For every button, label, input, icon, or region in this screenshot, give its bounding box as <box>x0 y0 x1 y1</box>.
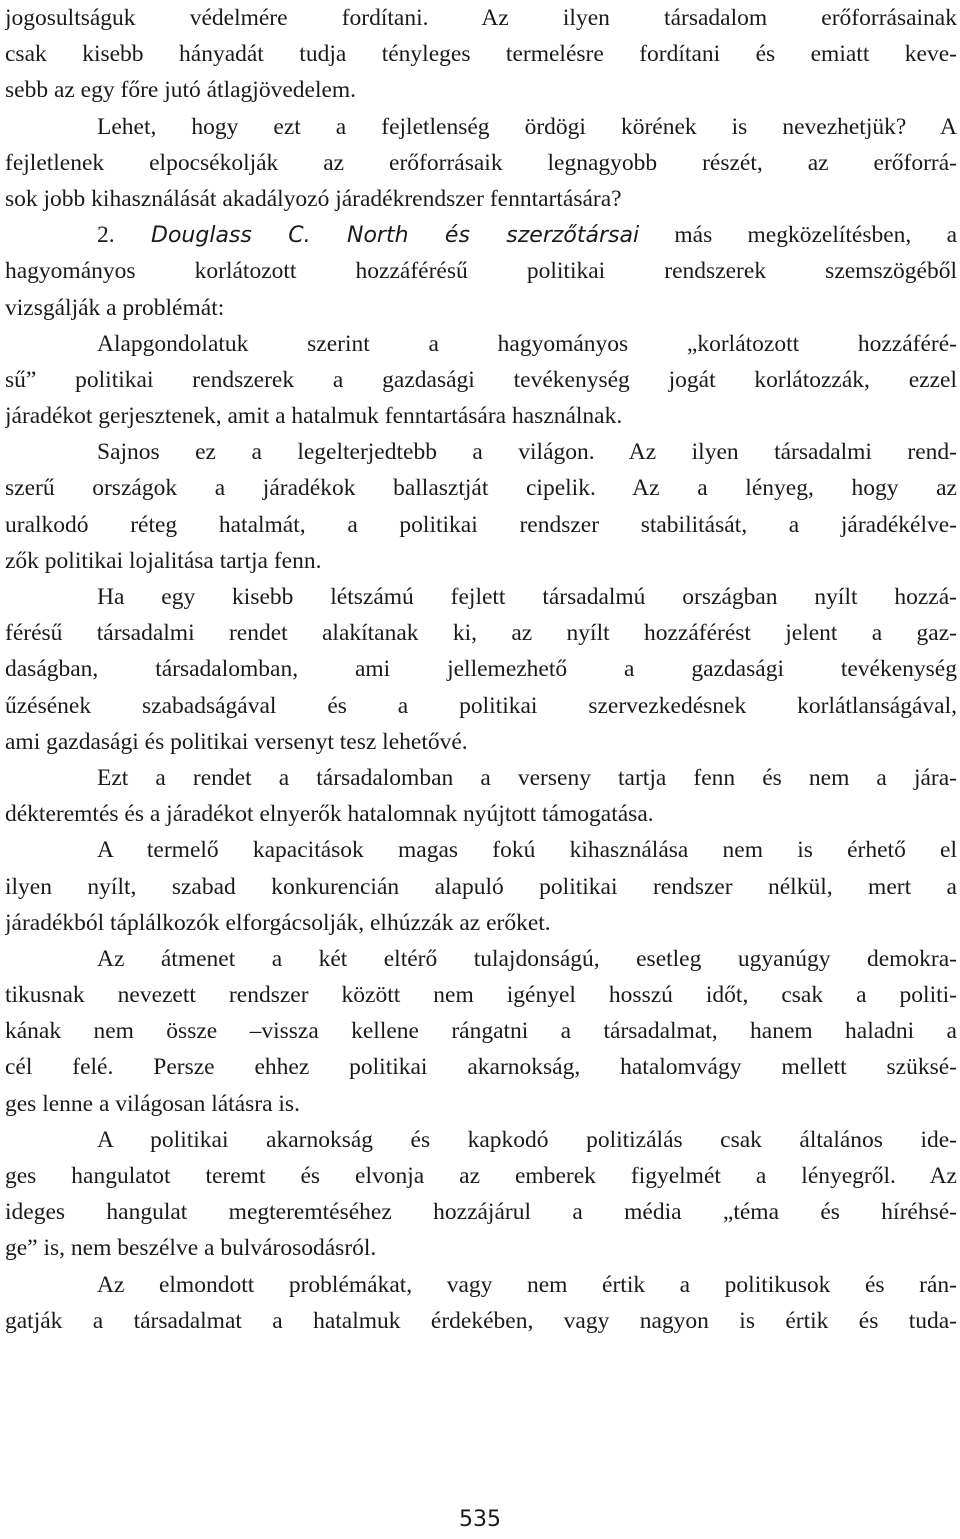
text-line: dékteremtés és a járadékot elnyerők hatalomnak nyújtott támogatása. <box>5 801 654 828</box>
text-line: fejletlenek elpocsékolják az erőforrásaik legnagyobb részét, az erőforrá- <box>5 149 957 176</box>
text-line: járadékot gerjesztenek, amit a hatalmuk fenntartására használnak. <box>5 403 623 430</box>
text-line: A politikai akarnokság és kapkodó politizálás csak általános ide- <box>97 1126 957 1153</box>
text-line: sebb az egy főre jutó átlagjövedelem. <box>5 77 357 104</box>
body-text <box>5 0 957 1339</box>
text-line: tikusnak nevezett rendszer között nem igényel hosszú időt, csak a politi- <box>5 982 957 1009</box>
text-line: ideges hangulat megteremtéséhez hozzájárul a média „téma és híréhsé- <box>5 1199 957 1226</box>
text-line: hagyományos korlátozott hozzáférésű politikai rendszerek szemszögéből <box>5 258 957 285</box>
text-line: zők politikai lojalitása tartja fenn. <box>5 547 322 574</box>
page-number: 535 <box>459 1507 501 1532</box>
text-line: uralkodó réteg hatalmát, a politikai rendszer stabilitását, a járadékélve- <box>5 511 957 538</box>
text-line: daságban, társadalomban, ami jellemezhető a gazdasági tevékenység <box>5 656 957 683</box>
text-line: cél felé. Persze ehhez politikai akarnokság, hatalomvágy mellett szüksé- <box>5 1054 957 1081</box>
text-line: férésű társadalmi rendet alakítanak ki, az nyílt hozzáférést jelent a gaz- <box>5 620 957 647</box>
text-line: szerű országok a járadékok ballasztját cipelik. Az a lényeg, hogy az <box>5 475 957 502</box>
text-line: sű” politikai rendszerek a gazdasági tevékenység jogát korlátozzák, ezzel <box>5 366 957 393</box>
text-line: Sajnos ez a legelterjedtebb a világon. Az ilyen társadalmi rend- <box>97 439 957 466</box>
text-line: vizsgálják a problémát: <box>5 294 225 321</box>
document-page <box>5 0 957 1339</box>
text-line: csak kisebb hányadát tudja tényleges termelésre fordítani és emiatt keve- <box>5 41 957 68</box>
text-line: kának nem össze –vissza kellene rángatni a társadalmat, hanem haladni a <box>5 1018 957 1045</box>
text-line: ilyen nyílt, szabad konkurencián alapuló politikai rendszer nélkül, mert a <box>5 873 957 900</box>
section-number: 2. <box>97 222 115 249</box>
text-line: ges lenne a világosan látásra is. <box>5 1090 300 1117</box>
text-line: gatják a társadalmat a hatalmuk érdekében, vagy nagyon is értik és tuda- <box>5 1307 957 1334</box>
text-line <box>5 217 957 253</box>
text-line: sok jobb kihasználását akadályozó járadékrendszer fenntartására? <box>5 185 622 212</box>
author-reference: Douglass C. North és szerzőtársai <box>114 223 640 249</box>
text-line: Az átmenet a két eltérő tulajdonságú, esetleg ugyanúgy demokra- <box>97 945 957 972</box>
text-line: ge” is, nem beszélve a bulvárosodásról. <box>5 1235 377 1262</box>
text-line: járadékból táplálkozók elforgácsolják, elhúzzák az erőket. <box>5 909 551 936</box>
text-line: Alapgondolatuk szerint a hagyományos „korlátozott hozzáféré- <box>97 330 957 357</box>
text-line: Ezt a rendet a társadalomban a verseny tartja fenn és nem a jára- <box>97 764 957 791</box>
text-line: Lehet, hogy ezt a fejletlenség ördögi körének is nevezhetjük? A <box>97 113 957 140</box>
text-line: A termelő kapacitások magas fokú kihasználása nem is érhető el <box>97 837 957 864</box>
text-line: űzésének szabadságával és a politikai szervezkedésnek korlátlanságával, <box>5 692 957 719</box>
text-line: Az elmondott problémákat, vagy nem értik a politikusok és rán- <box>97 1271 957 1298</box>
text-line: jogosultságuk védelmére fordítani. Az ilyen társadalom erőforrásainak <box>5 5 957 31</box>
text-line: ami gazdasági és politikai versenyt tesz lehetővé. <box>5 728 468 755</box>
text-line: ges hangulatot teremt és elvonja az emberek figyelmét a lényegről. Az <box>5 1163 957 1189</box>
text-line: Ha egy kisebb létszámú fejlett társadalmú országban nyílt hozzá- <box>97 584 957 610</box>
sentence-text: más megközelítésben, a <box>639 222 957 249</box>
